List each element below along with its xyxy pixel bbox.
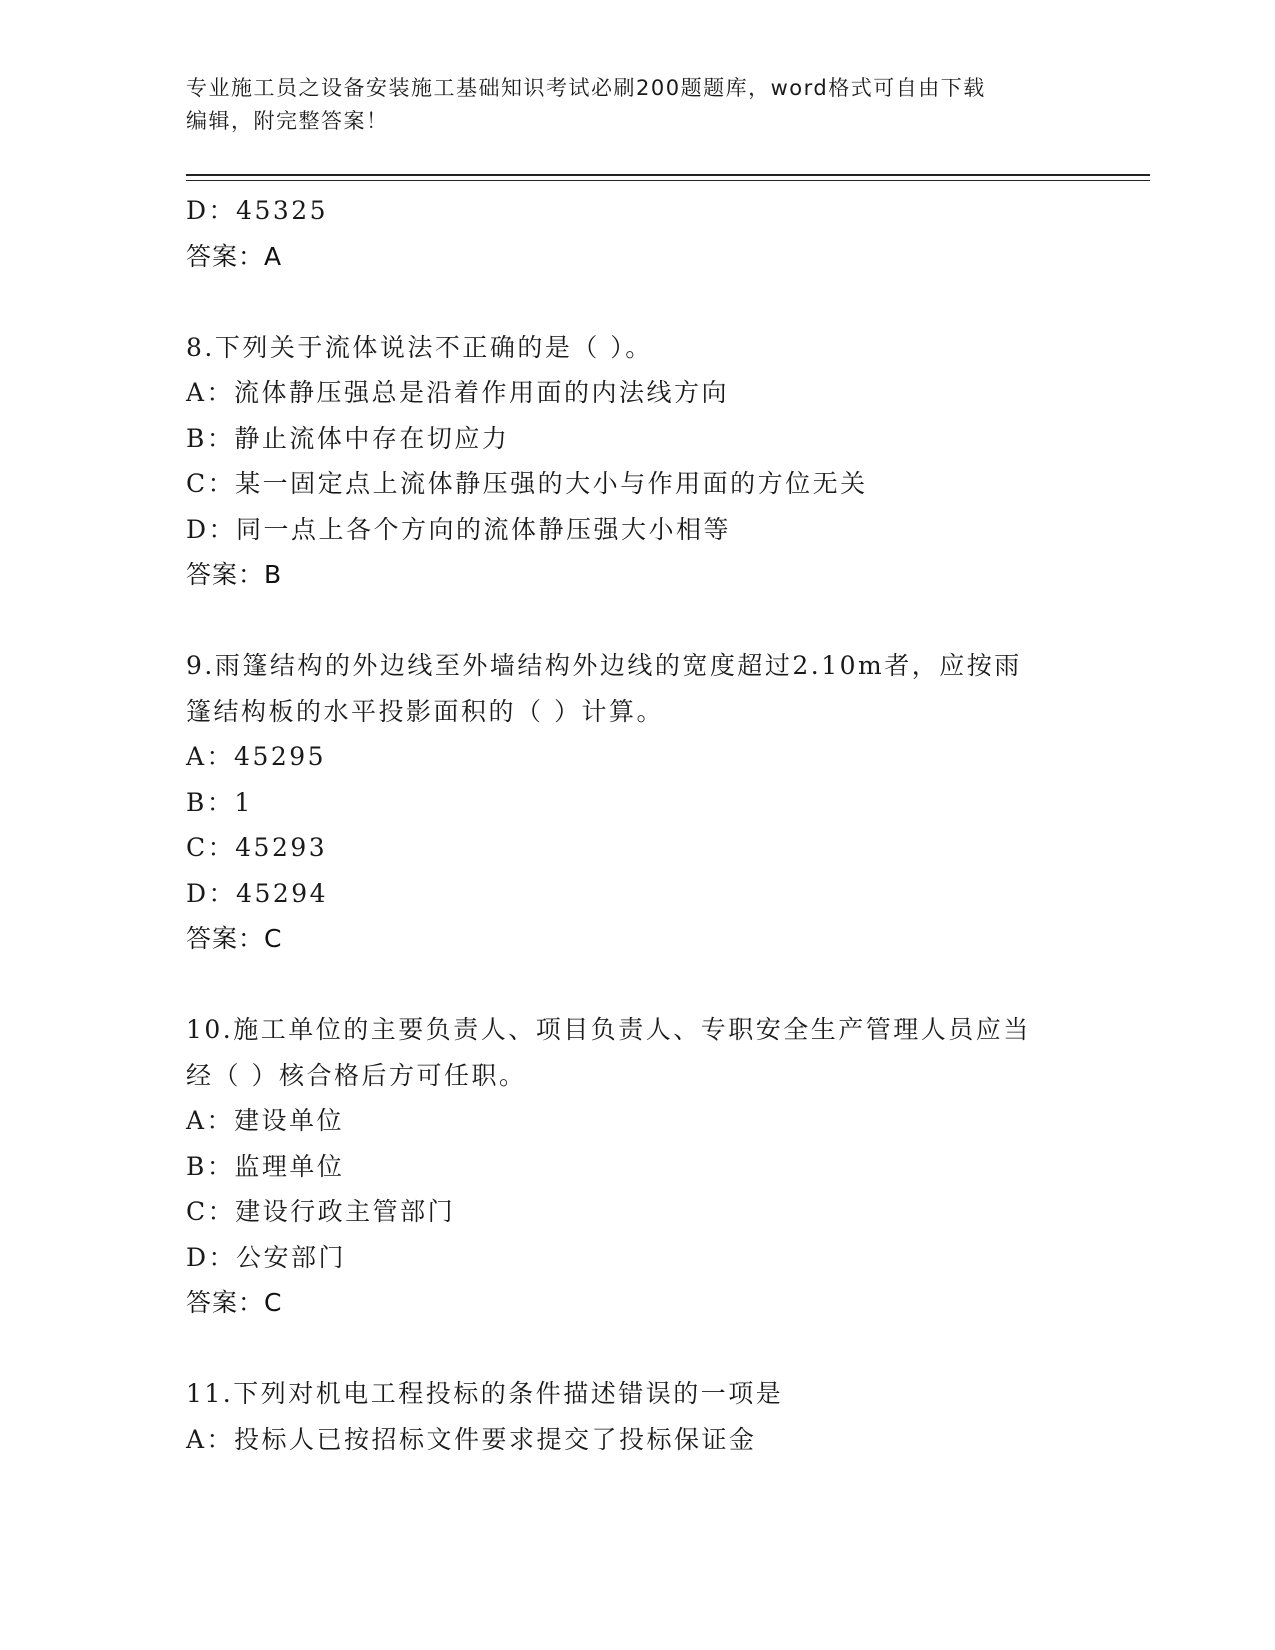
question-10-text — [186, 1007, 1066, 1098]
header-title-line-2: 编辑，附完整答案！ — [186, 109, 389, 133]
question-8-option-b: B：静止流体中存在切应力 — [186, 423, 510, 453]
header-title-line-1: 专业施工员之设备安装施工基础知识考试必刷200题题库，word格式可自由下载 — [186, 76, 986, 100]
question-10-answer: 答案：C — [186, 1288, 283, 1317]
document-header — [186, 72, 1066, 138]
question-9-option-b: B：1 — [186, 787, 253, 817]
question-10-option-b: B：监理单位 — [186, 1151, 345, 1181]
question-list — [186, 188, 1086, 1462]
question-10-text-line-2: 经（ ）核合格后方可任职。 — [186, 1060, 527, 1090]
question-9-text — [186, 643, 1066, 734]
question-10-option-d: D：公安部门 — [186, 1242, 347, 1272]
spacer — [186, 962, 1086, 1008]
prev-option-d: D：45325 — [186, 196, 329, 225]
question-8-option-a: A：流体静压强总是沿着作用面的内法线方向 — [186, 378, 730, 407]
question-8-text: 8.下列关于流体说法不正确的是（ ）。 — [186, 332, 653, 362]
question-8-option-c: C：某一固定点上流体静压强的大小与作用面的方位无关 — [186, 469, 868, 498]
question-9-option-c: C：45293 — [186, 833, 328, 862]
header-divider-thick — [186, 174, 1150, 176]
spacer — [186, 1326, 1086, 1372]
question-10-option-c: C：建设行政主管部门 — [186, 1197, 456, 1226]
question-11-option-a: A：投标人已按招标文件要求提交了投标保证金 — [186, 1424, 757, 1454]
question-10-text-line-1: 10.施工单位的主要负责人、项目负责人、专职安全生产管理人员应当 — [186, 1015, 1031, 1044]
header-divider-thin — [186, 180, 1150, 181]
prev-answer: 答案：A — [186, 241, 283, 271]
question-11-text: 11.下列对机电工程投标的条件描述错误的一项是 — [186, 1379, 784, 1408]
question-8-answer: 答案：B — [186, 560, 283, 589]
spacer — [186, 279, 1086, 325]
question-10-option-a: A：建设单位 — [186, 1106, 345, 1135]
question-8-option-d: D：同一点上各个方向的流体静压强大小相等 — [186, 514, 732, 544]
question-9-option-d: D：45294 — [186, 878, 329, 908]
question-9-text-line-2: 篷结构板的水平投影面积的（ ）计算。 — [186, 696, 664, 726]
question-9-answer: 答案：C — [186, 924, 283, 953]
spacer — [186, 598, 1086, 644]
question-9-text-line-1: 9.雨篷结构的外边线至外墙结构外边线的宽度超过2.10m者，应按雨 — [186, 651, 1022, 680]
question-9-option-a: A：45295 — [186, 742, 327, 771]
